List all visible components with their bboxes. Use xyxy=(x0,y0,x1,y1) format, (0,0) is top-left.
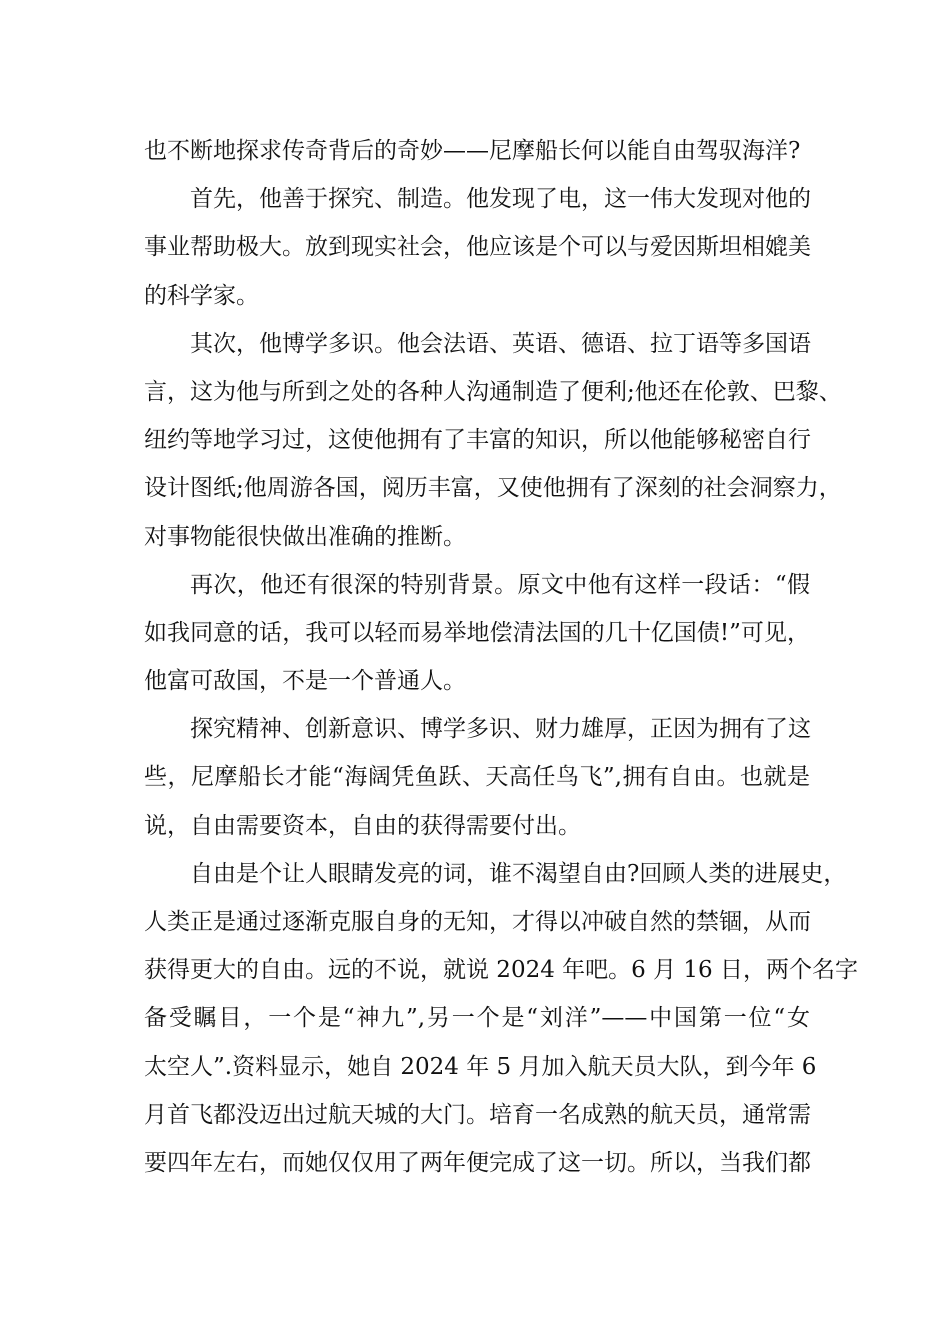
text-line: 说，自由需要资本，自由的获得需要付出。 xyxy=(144,812,581,839)
text-line: 对事物能很快做出准确的推断。 xyxy=(144,523,466,550)
text-line: 事业帮助极大。放到现实社会，他应该是个可以与爱因斯坦相媲美 xyxy=(144,234,811,261)
text-line: 其次，他博学多识。他会法语、英语、德语、拉丁语等多国语 xyxy=(190,330,811,357)
text-line: 探究精神、创新意识、博学多识、财力雄厚，正因为拥有了这 xyxy=(190,716,811,743)
text-line: 太空人”.资料显示，她自 2024 年 5 月加入航天员大队，到今年 6 xyxy=(144,1053,817,1080)
text-line: 纽约等地学习过，这使他拥有了丰富的知识，所以他能够秘密自行 xyxy=(144,427,811,454)
text-line: 的科学家。 xyxy=(144,282,259,309)
text-line: 如我同意的话，我可以轻而易举地偿清法国的几十亿国债!”可见， xyxy=(144,619,810,646)
text-line: 他富可敌国，不是一个普通人。 xyxy=(144,668,466,695)
text-line: 也不断地探求传奇背后的奇妙——尼摩船长何以能自由驾驭海洋? xyxy=(144,138,801,164)
text-line: 设计图纸;他周游各国，阅历丰富，又使他拥有了深刻的社会洞察力， xyxy=(144,475,842,502)
text-line: 首先，他善于探究、制造。他发现了电，这一伟大发现对他的 xyxy=(190,186,811,213)
text-line: 获得更大的自由。远的不说，就说 2024 年吧。6 月 16 日，两个名字 xyxy=(144,957,858,984)
text-line: 人类正是通过逐渐克服自身的无知，才得以冲破自然的禁锢，从而 xyxy=(144,909,811,935)
text-line: 再次，他还有很深的特别背景。原文中他有这样一段话：“假 xyxy=(190,571,810,598)
text-line: 言，这为他与所到之处的各种人沟通制造了便利;他还在伦敦、巴黎、 xyxy=(144,378,842,405)
text-line: 些，尼摩船长才能“海阔凭鱼跃、天高任鸟飞”,拥有自由。也就是 xyxy=(144,764,810,791)
body-text xyxy=(144,127,858,1187)
text-line: 月首飞都没迈出过航天城的大门。培育一名成熟的航天员，通常需 xyxy=(144,1101,811,1128)
text-line: 备受瞩目，一个是“神九”,另一个是“刘洋”——中国第一位“女 xyxy=(144,1005,810,1032)
text-line: 要四年左右，而她仅仅用了两年便完成了这一切。所以，当我们都 xyxy=(144,1149,811,1176)
text-line: 自由是个让人眼睛发亮的词，谁不渴望自由?回顾人类的进展史， xyxy=(190,860,847,887)
